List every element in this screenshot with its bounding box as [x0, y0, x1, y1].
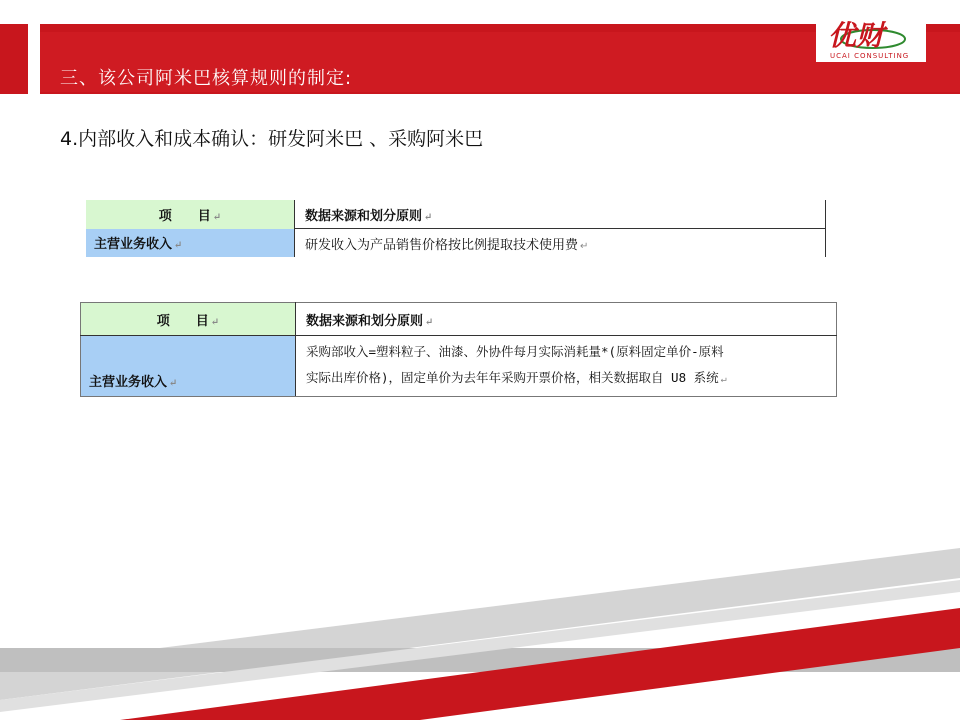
row-value-line-2: 实际出库价格)，固定单价为去年年采购开票价格，相关数据取自 U8 系统	[306, 370, 719, 385]
row-label: 主营业务收入 ↵	[86, 229, 295, 258]
row-value-line-1: 采购部收入=塑料粒子、油漆、外协件每月实际消耗量*(原料固定单价-原料	[306, 344, 724, 359]
red-stripe	[120, 608, 960, 720]
revenue-table-rd	[86, 200, 828, 257]
header-title: 三、该公司阿米巴核算规则的制定:	[60, 68, 353, 89]
logo: 优财	[828, 19, 885, 52]
revenue-table-purchasing	[80, 302, 837, 397]
row-label: 主营业务收入 ↵	[81, 336, 296, 397]
table-row	[86, 229, 828, 258]
col-header-source-text: 数据来源和划分原则	[305, 208, 423, 224]
gray-stripe-upper	[0, 548, 960, 700]
table-header-row	[81, 303, 837, 336]
col-header-source: 数据来源和划分原则 ↵	[296, 303, 837, 336]
logo-subtitle: UCAI CONSULTING	[830, 52, 910, 60]
col-header-item: 项 目 ↵	[86, 200, 295, 229]
col-header-item: 项 目 ↵	[81, 303, 296, 336]
gray-band	[0, 648, 960, 672]
table-row	[81, 336, 837, 397]
row-value: 研发收入为产品销售价格按比例提取技术使用费 ↵	[295, 229, 826, 258]
col-header-source: 数据来源和划分原则 ↵	[295, 200, 826, 229]
banner-gap	[28, 24, 40, 94]
row-value: 采购部收入=塑料粒子、油漆、外协件每月实际消耗量*(原料固定单价-原料 实际出库价格)，固定单价为去年年采购开票价格，相关数据取自 U8 系统 ↵	[296, 336, 837, 397]
col-header-item-text: 项 目	[156, 313, 209, 329]
col-header-source-text: 数据来源和划分原则	[306, 313, 424, 329]
page-subtitle: 4.内部收入和成本确认：研发阿米巴 、采购阿米巴	[60, 128, 484, 150]
col-header-item-text: 项 目	[158, 208, 211, 224]
table-edge	[826, 229, 829, 258]
row-value-text: 研发收入为产品销售价格按比例提取技术使用费	[305, 237, 579, 253]
row-label-text: 主营业务收入	[94, 237, 173, 253]
table-header-row	[86, 200, 828, 229]
table-edge	[826, 200, 829, 229]
row-label-text: 主营业务收入	[89, 375, 168, 390]
gray-stripe-lower	[0, 580, 960, 712]
